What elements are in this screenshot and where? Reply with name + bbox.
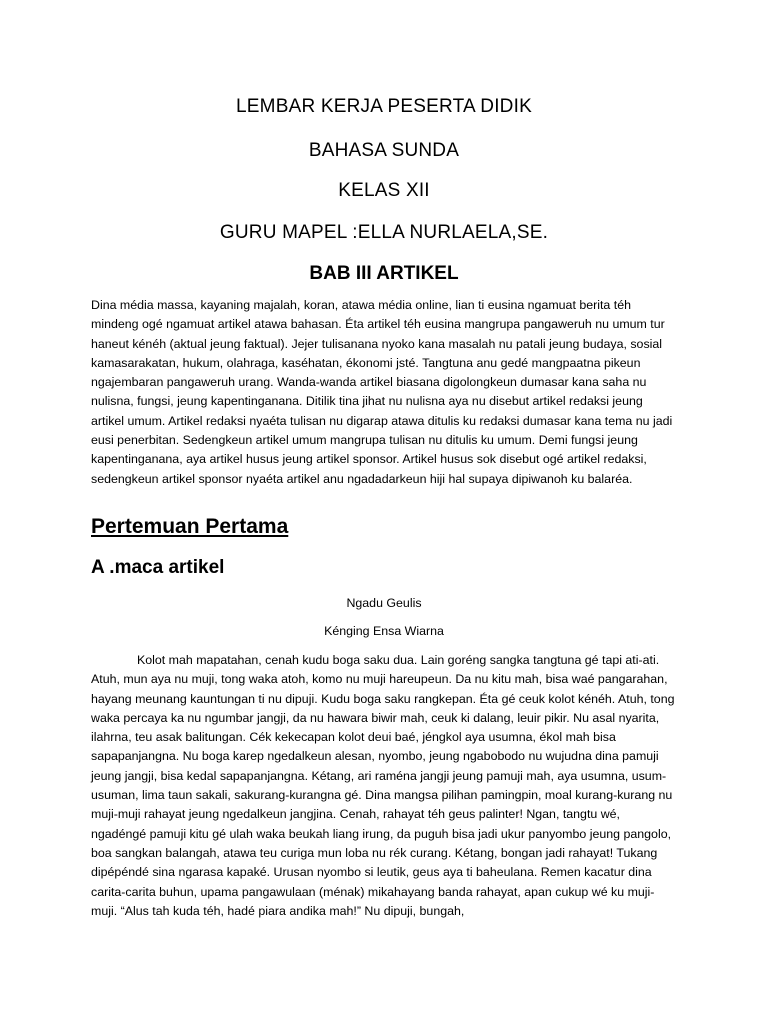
story-author: Kénging Ensa Wiarna	[324, 624, 444, 638]
sub-heading: A .maca artikel	[91, 557, 225, 578]
chapter-title: BAB III ARTIKEL	[309, 263, 459, 284]
story-title: Ngadu Geulis	[346, 596, 422, 610]
story-body: Kolot mah mapatahan, cenah kudu boga saku dua. Lain goréng sangka tangtuna gé tapi ati-ati. Atuh, mun aya nu muji, tong waka atoh, komo nu muji hareupeun. Da nu kitu mah, bisa waé pangarahan, hayang meunang kauntungan ti nu dipuji. Kudu boga saku rangkepan. Éta gé ceuk kolot kénéh. Atuh, tong waka percaya ka nu ngumbar jangji, da nu hawara biwir mah, ceuk ki dalang, leuir pikir. Nu asal nyarita, ilahrna, teu asak balitungan. Cék kekecapan kolot deui baé, jéngkol aya usumna, ékol mah bisa sapapanjangna. Nu boga karep ngedalkeun alesan, nyombo, jeung ngabobodo nu wujudna dina pamuji jeung jangji, bisa kedal sapapanjangna. Kétang, ari raména jangji jeung pamuji mah, aya usumna, usum-usuman, lima taun sakali, sakurang-kurangna gé. Dina mangsa pilihan pamingpin, moal kurang-kurang nu muji-muji rahayat jeung ngedalkeun jangjina. Cenah, rahayat téh geus palinter! Ngan, tangtu wé, ngadéngé pamuji kitu gé ulah waka beukah liang irung, da puguh bisa jadi ukur panyombo jeung pangolo, boa sangkan balangah, atawa teu curiga mun loba nu rék curang. Kétang, bongan jadi rahayat! Tukang dipépéndé sina ngarasa kapaké. Urusan nyombo si leutik, geus aya ti baheulana. Remen kacatur dina carita-carita buhun, upama pangawulaan (ménak) mikahayang banda rahayat, apan cukup wé ku muji-muji. “Alus tah kuda téh, hadé piara andika mah!” Nu dipuji, bungah,	[91, 653, 675, 918]
section-heading: Pertemuan Pertama	[91, 515, 289, 538]
class-title: KELAS XII	[338, 180, 430, 201]
intro-paragraph: Dina média massa, kayaning majalah, koran, atawa média online, lian ti eusina ngamuat berita téh mindeng ogé ngamuat artikel atawa bahasan. Éta artikel téh eusina mangrupa pangaweruh nu umum tur haneut kénéh (aktual jeung faktual). Jejer tulisanana nyoko kana masalah nu patali jeung budaya, sosial kamasarakatan, hukum, olahraga, kaséhatan, ékonomi jsté. Tangtuna anu gedé mangpaatna pikeun ngajembaran pangaweruh urang. Wanda-wanda artikel biasana digolongkeun dumasar kana saha nu nulisna, fungsi, jeung kapentinganana. Ditilik tina jihat nu nulisna aya nu disebut artikel redaksi jeung artikel umum. Artikel redaksi nyaéta tulisan nu digarap atawa ditulis ku redaksi dumasar kana tema nu jadi eusi penerbitan. Sedengkeun artikel umum mangrupa tulisan nu ditulis ku umum. Demi fungsi jeung kapentinganana, aya artikel husus jeung artikel sponsor. Artikel husus sok disebut ogé artikel redaksi, sedengkeun artikel sponsor nyaéta artikel anu ngadadarkeun hiji hal supaya dipiwanoh ku balaréa.	[91, 298, 673, 486]
subject-title: BAHASA SUNDA	[308, 140, 460, 161]
teacher-line: GURU MAPEL :ELLA NURLAELA,SE.	[219, 222, 549, 243]
worksheet-title: LEMBAR KERJA PESERTA DIDIK	[236, 96, 532, 117]
